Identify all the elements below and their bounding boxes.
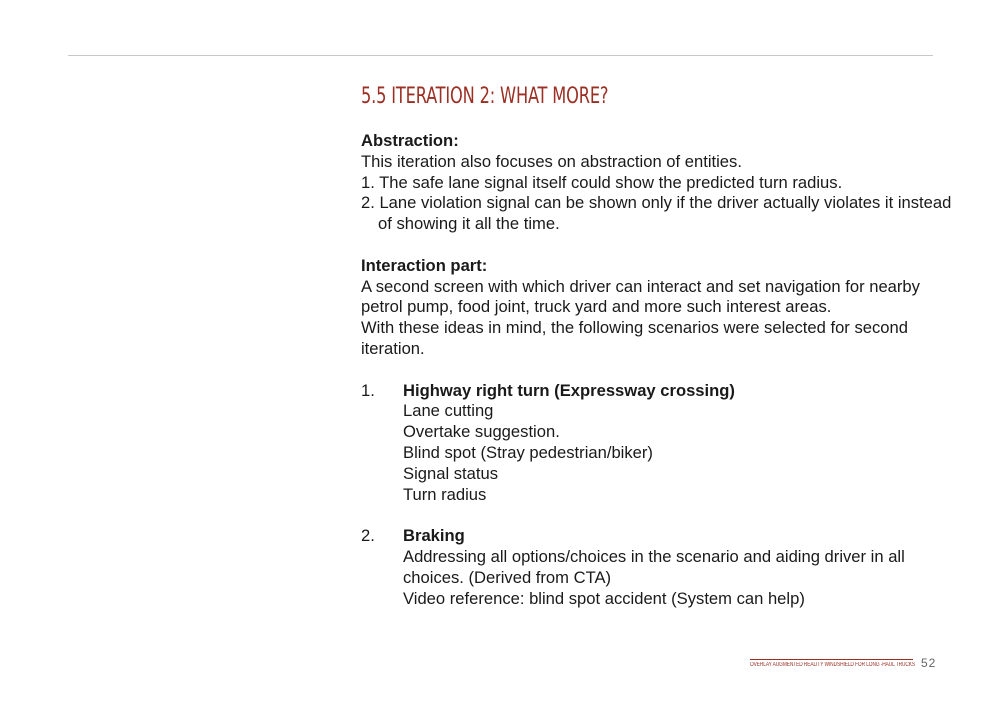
abstraction-point-2: 2. Lane violation signal can be shown only if the driver actually violates it instead — [361, 193, 952, 213]
scenario-number: 1. — [361, 380, 375, 400]
scenario-detail: Blind spot (Stray pedestrian/biker) — [403, 442, 653, 462]
scenario-detail: Turn radius — [403, 484, 487, 504]
abstraction-label: Abstraction: — [361, 131, 459, 150]
interaction-line-3: With these ideas in mind, the following scenarios were selected for second — [361, 318, 908, 338]
top-divider — [68, 55, 933, 56]
interaction-line-1: A second screen with which driver can interact and set navigation for nearby — [361, 276, 920, 296]
scenario-detail: choices. (Derived from CTA) — [403, 567, 612, 587]
scenario-detail: Overtake suggestion. — [403, 422, 560, 442]
scenario-detail: Signal status — [403, 463, 499, 483]
page-number: 52 — [921, 656, 937, 670]
scenario-detail: Addressing all options/choices in the scenario and aiding driver in all — [403, 546, 905, 566]
spacer — [361, 360, 921, 381]
interaction-line-4: iteration. — [361, 338, 425, 358]
abstraction-point-2-cont: of showing it all the time. — [378, 214, 560, 234]
section-heading: 5.5 ITERATION 2: WHAT MORE? — [361, 84, 609, 109]
scenario-detail: Lane cutting — [403, 401, 494, 421]
scenario-item — [361, 526, 921, 609]
footer-divider — [750, 659, 913, 660]
scenario-detail: Video reference: blind spot accident (System can help) — [403, 588, 805, 608]
scenario-number: 2. — [361, 526, 375, 546]
body-text — [361, 131, 952, 609]
interaction-label: Interaction part: — [361, 255, 488, 275]
spacer — [361, 505, 921, 526]
scenario-title: Highway right turn (Expressway crossing) — [403, 380, 735, 400]
scenario-item — [361, 381, 921, 506]
scenario-title: Braking — [403, 526, 465, 546]
footer-title: OVERLAY AUGMENTED REALITY WINDSHIELD FOR LONG -HAUL TRUCKS — [750, 662, 915, 668]
abstraction-point-1: 1. The safe lane signal itself could show the predicted turn radius. — [361, 172, 843, 192]
spacer — [361, 235, 921, 256]
abstraction-intro: This iteration also focuses on abstraction of entities. — [361, 151, 742, 171]
interaction-line-2: petrol pump, food joint, truck yard and more such interest areas. — [361, 297, 832, 317]
